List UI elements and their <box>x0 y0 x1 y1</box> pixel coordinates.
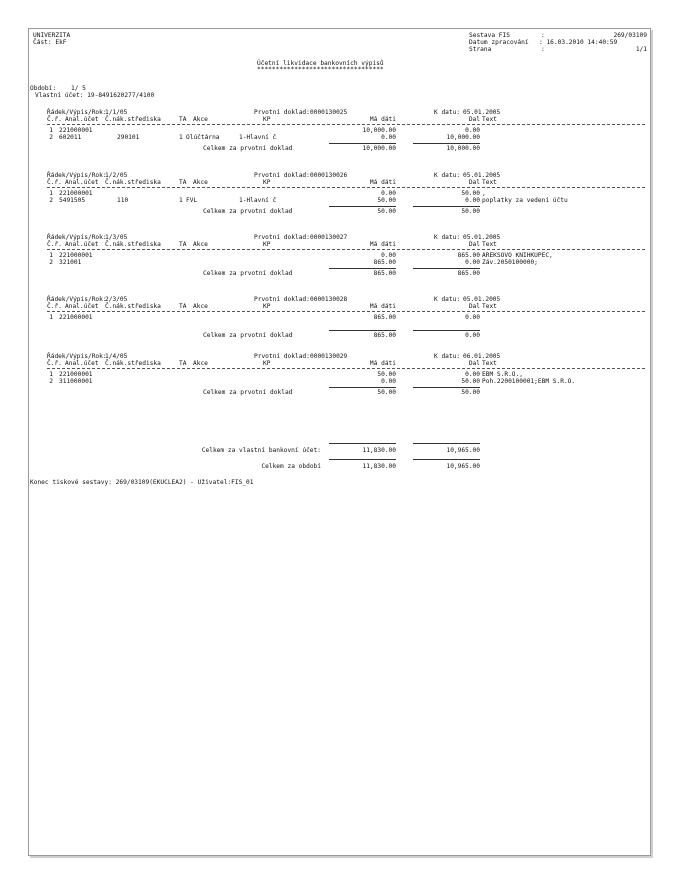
col-header-account: Anal.účet <box>65 116 99 123</box>
row-md: 0.00 <box>381 378 396 385</box>
row-account: 311000001 <box>59 378 93 385</box>
row-md: 50.00 <box>377 197 396 204</box>
as-of-date-label: K datu: <box>434 234 461 241</box>
row-action: FVL <box>186 197 198 204</box>
subtotal-rule-dal <box>413 268 480 269</box>
primary-doc-number: 0000130025 <box>310 109 348 116</box>
row-md: 0.00 <box>381 252 396 259</box>
col-header-center: Č.nák.střediska <box>105 116 161 123</box>
report-page <box>28 28 651 856</box>
as-of-date: 06.01.2005 <box>463 353 501 360</box>
primary-doc-number: 0000130026 <box>310 172 348 179</box>
col-header-account: Anal.účet <box>65 360 99 367</box>
col-header-action: Akce <box>193 241 208 248</box>
as-of-date-label: K datu: <box>434 172 461 179</box>
col-header-kp: KP <box>263 360 271 367</box>
subtotal-dal: 50.00 <box>461 208 480 215</box>
row-dal: 0.00 <box>465 197 480 204</box>
col-header-dal: Dal <box>468 179 480 186</box>
row-ta: 1 <box>179 134 183 141</box>
primary-doc-label: Prvotní doklad: <box>254 172 310 179</box>
subtotal-rule-dal <box>413 387 480 388</box>
row-dal: 50.00 <box>461 190 480 197</box>
as-of-date: 05.01.2005 <box>463 172 501 179</box>
header-separator <box>47 187 645 188</box>
row-number: 2 <box>49 134 53 141</box>
row-account: 321001 <box>59 259 82 266</box>
row-action: Olúčtárna <box>186 134 220 141</box>
col-header-dal: Dal <box>468 116 480 123</box>
col-header-action: Akce <box>193 179 208 186</box>
col-header-text: Text <box>482 241 497 248</box>
primary-doc-number: 0000130028 <box>310 296 348 303</box>
row-account: 221000001 <box>59 314 93 321</box>
col-header-action: Akce <box>193 116 208 123</box>
subtotal-dal: 10,000.00 <box>446 145 480 152</box>
row-dal: 0.00 <box>465 314 480 321</box>
row-ref: 2/3/05 <box>105 296 128 303</box>
row-dal: 10,000.00 <box>446 134 480 141</box>
col-header-ta: TA <box>179 179 187 186</box>
subtotal-md: 50.00 <box>377 389 396 396</box>
own-account: Vlastní účet: 19-8491620277/4100 <box>35 92 155 99</box>
row-ref: 1/2/05 <box>105 172 128 179</box>
subtotal-rule-dal <box>413 206 480 207</box>
col-header-kp: KP <box>263 241 271 248</box>
row-ref: 1/1/05 <box>105 109 128 116</box>
col-header-md: Má dáti <box>369 241 396 248</box>
primary-doc-number: 0000130027 <box>310 234 348 241</box>
col-header-dal: Dal <box>468 241 480 248</box>
row-text: Poh.2200100001;EBM S.R.O. <box>482 378 576 385</box>
org-name: UNIVERZITA <box>33 32 71 39</box>
row-ref: 1/3/05 <box>105 234 128 241</box>
col-header-dal: Dal <box>468 360 480 367</box>
row-md: 10,000.00 <box>362 127 396 134</box>
col-header-md: Má dáti <box>369 116 396 123</box>
col-header-md: Má dáti <box>369 303 396 310</box>
bank-total-rule-md <box>329 443 396 444</box>
col-header-text: Text <box>482 303 497 310</box>
row-number: 1 <box>49 190 53 197</box>
period-total-rule-md <box>329 459 396 460</box>
processed-date-value: : 16.03.2010 14:40:59 <box>539 39 618 46</box>
as-of-date: 05.01.2005 <box>463 109 501 116</box>
row-md: 50.00 <box>377 371 396 378</box>
subtotal-md: 865.00 <box>373 270 396 277</box>
primary-doc-number: 0000130029 <box>310 353 348 360</box>
row-ref-label: Řádek/Výpis/Rok: <box>47 296 107 303</box>
row-text: AREKSOVO KNIHKUPEC, <box>482 252 553 259</box>
col-header-md: Má dáti <box>369 360 396 367</box>
row-text: poplatky za vedení účtu <box>482 197 568 204</box>
col-header-line: Č.ř. <box>47 241 62 248</box>
bank-total-rule-dal <box>413 443 480 444</box>
page-number-value: 1/1 <box>635 46 647 53</box>
row-ref: 1/4/05 <box>105 353 128 360</box>
page-number-label: Strana <box>469 46 492 53</box>
bank-total-dal: 10,965.00 <box>446 447 480 454</box>
processed-date-label: Datum zpracování <box>469 39 529 46</box>
primary-doc-label: Prvotní doklad: <box>254 109 310 116</box>
primary-doc-label: Prvotní doklad: <box>254 296 310 303</box>
row-dal: 0.00 <box>465 127 480 134</box>
col-header-action: Akce <box>193 303 208 310</box>
col-header-ta: TA <box>179 303 187 310</box>
row-ta: 1 <box>179 197 183 204</box>
subtotal-rule-md <box>329 143 396 144</box>
row-account: 221000001 <box>59 371 93 378</box>
report-id-value: 269/03109 <box>613 32 647 39</box>
subtotal-rule-dal <box>413 143 480 144</box>
period: Období: 1/ 5 <box>30 85 86 92</box>
subtotal-dal: 50.00 <box>461 389 480 396</box>
subtotal-md: 865.00 <box>373 332 396 339</box>
row-center: 110 <box>117 197 129 204</box>
row-md: 865.00 <box>373 314 396 321</box>
col-header-text: Text <box>482 360 497 367</box>
col-header-text: Text <box>482 116 497 123</box>
col-header-account: Anal.účet <box>65 303 99 310</box>
col-header-action: Akce <box>193 360 208 367</box>
row-center: 290101 <box>117 134 140 141</box>
as-of-date-label: K datu: <box>434 353 461 360</box>
col-header-center: Č.nák.střediska <box>105 360 161 367</box>
report-id-label: Sestava FIS <box>469 32 510 39</box>
bank-total-label: Celkem za vlastní bankovní účet: <box>201 447 321 454</box>
as-of-date: 05.01.2005 <box>463 296 501 303</box>
row-kp: 1-Hlavní č <box>239 197 277 204</box>
subtotal-rule-dal <box>413 330 480 331</box>
col-header-account: Anal.účet <box>65 179 99 186</box>
subtotal-label: Celkem za prvotní doklad <box>203 332 293 339</box>
subtotal-label: Celkem za prvotní doklad <box>203 145 293 152</box>
row-md: 0.00 <box>381 190 396 197</box>
subtotal-rule-md <box>329 330 396 331</box>
row-number: 1 <box>49 127 53 134</box>
row-text: Záv.2050100000; <box>482 259 538 266</box>
row-ref-label: Řádek/Výpis/Rok: <box>47 172 107 179</box>
row-text: , <box>482 190 486 197</box>
report-title: Účetní likvidace bankovních výpisů <box>257 60 384 67</box>
subtotal-rule-md <box>329 268 396 269</box>
subtotal-label: Celkem za prvotní doklad <box>203 208 293 215</box>
row-ref-label: Řádek/Výpis/Rok: <box>47 109 107 116</box>
row-dal: 865.00 <box>457 252 480 259</box>
col-header-kp: KP <box>263 179 271 186</box>
row-ref-label: Řádek/Výpis/Rok: <box>47 353 107 360</box>
col-header-account: Anal.účet <box>65 241 99 248</box>
subtotal-rule-md <box>329 206 396 207</box>
row-number: 2 <box>49 197 53 204</box>
row-text: EBM S.R.O., <box>482 371 523 378</box>
subtotal-md: 10,000.00 <box>362 145 396 152</box>
col-header-center: Č.nák.střediska <box>105 303 161 310</box>
subtotal-dal: 0.00 <box>465 332 480 339</box>
col-header-line: Č.ř. <box>47 179 62 186</box>
subtotal-dal: 865.00 <box>457 270 480 277</box>
row-md: 0.00 <box>381 134 396 141</box>
report-id-colon: : <box>541 32 545 39</box>
report-part: Část: EkF <box>33 39 67 46</box>
period-total-md: 11,830.00 <box>362 463 396 470</box>
report-footer: Konec tiskové sestavy: 269/03109(EKUCLEA2) - Uživatel:FIS_01 <box>30 479 254 486</box>
row-number: 1 <box>49 371 53 378</box>
as-of-date: 05.01.2005 <box>463 234 501 241</box>
row-account: 602011 <box>59 134 82 141</box>
row-number: 2 <box>49 378 53 385</box>
col-header-center: Č.nák.střediska <box>105 241 161 248</box>
primary-doc-label: Prvotní doklad: <box>254 353 310 360</box>
period-total-label: Celkem za období <box>261 463 321 470</box>
row-dal: 50.00 <box>461 378 480 385</box>
col-header-ta: TA <box>179 360 187 367</box>
subtotal-rule-md <box>329 387 396 388</box>
col-header-center: Č.nák.střediska <box>105 179 161 186</box>
col-header-kp: KP <box>263 303 271 310</box>
row-ref-label: Řádek/Výpis/Rok: <box>47 234 107 241</box>
subtotal-label: Celkem za prvotní doklad <box>203 270 293 277</box>
col-header-md: Má dáti <box>369 179 396 186</box>
col-header-text: Text <box>482 179 497 186</box>
col-header-ta: TA <box>179 241 187 248</box>
page-number-colon: : <box>541 46 545 53</box>
row-account: 221000001 <box>59 127 93 134</box>
col-header-line: Č.ř. <box>47 303 62 310</box>
header-separator <box>47 368 645 369</box>
as-of-date-label: K datu: <box>434 296 461 303</box>
row-account: 221000001 <box>59 252 93 259</box>
col-header-line: Č.ř. <box>47 116 62 123</box>
row-account: 221000001 <box>59 190 93 197</box>
col-header-ta: TA <box>179 116 187 123</box>
col-header-dal: Dal <box>468 303 480 310</box>
bank-total-md: 11,830.00 <box>362 447 396 454</box>
period-total-rule-dal <box>413 459 480 460</box>
col-header-line: Č.ř. <box>47 360 62 367</box>
header-separator <box>47 124 645 125</box>
row-number: 2 <box>49 259 53 266</box>
header-separator <box>47 311 645 312</box>
row-md: 865.00 <box>373 259 396 266</box>
row-number: 1 <box>49 252 53 259</box>
subtotal-md: 50.00 <box>377 208 396 215</box>
row-kp: 1-Hlavní č <box>239 134 277 141</box>
period-total-dal: 10,965.00 <box>446 463 480 470</box>
row-number: 1 <box>49 314 53 321</box>
header-separator <box>47 249 645 250</box>
row-dal: 0.00 <box>465 259 480 266</box>
primary-doc-label: Prvotní doklad: <box>254 234 310 241</box>
row-dal: 0.00 <box>465 371 480 378</box>
subtotal-label: Celkem za prvotní doklad <box>203 389 293 396</box>
as-of-date-label: K datu: <box>434 109 461 116</box>
col-header-kp: KP <box>263 116 271 123</box>
report-title-underline: ********************************** <box>257 66 384 73</box>
row-account: 5491505 <box>59 197 86 204</box>
